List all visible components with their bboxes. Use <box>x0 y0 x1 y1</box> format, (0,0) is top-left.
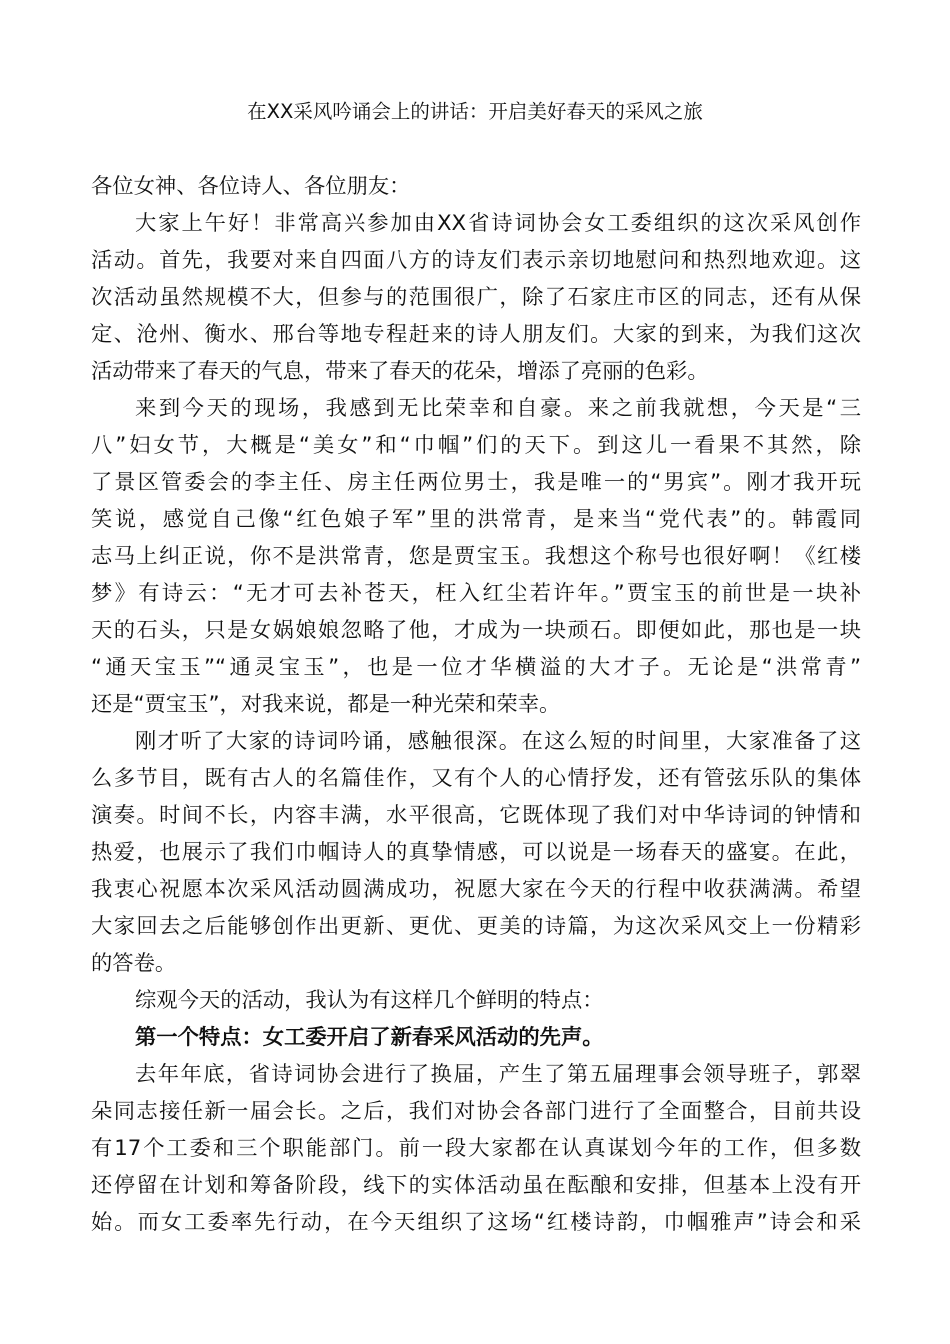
document-body <box>91 168 861 1241</box>
body-text-line: 么多节目，既有古人的名篇佳作，又有个人的心情抒发，还有管弦乐队的集体 <box>91 766 861 791</box>
body-text-line: 始。而女工委率先行动，在今天组织了这场“红楼诗韵，巾帼雅声”诗会和采 <box>91 1210 861 1235</box>
section-heading-line: 第一个特点：女工委开启了新春采风活动的先声。 <box>135 1025 604 1050</box>
body-text-line: 定、沧州、衡水、邢台等地专程赶来的诗人朋友们。大家的到来，为我们这次 <box>91 322 861 347</box>
body-text-line: 来到今天的现场，我感到无比荣幸和自豪。来之前我就想，今天是“三 <box>135 396 861 421</box>
body-text-line: 各位女神、各位诗人、各位朋友： <box>91 174 411 199</box>
body-text-line: 笑说，感觉自己像“红色娘子军”里的洪常青，是来当“党代表”的。韩霞同 <box>91 507 861 532</box>
body-text-line: 梦》有诗云：“无才可去补苍天，枉入红尘若许年。”贾宝玉的前世是一块补 <box>91 581 861 606</box>
body-text-line: 有17个工委和三个职能部门。前一段大家都在认真谋划今年的工作，但多数 <box>91 1136 861 1161</box>
body-text-line: 八”妇女节，大概是“美女”和“巾帼”们的天下。到这儿一看果不其然，除 <box>91 433 861 458</box>
body-text-line: 热爱，也展示了我们巾帼诗人的真挚情感，可以说是一场春天的盛宴。在此， <box>91 840 861 865</box>
body-text-line: 还停留在计划和筹备阶段，线下的实体活动虽在酝酿和安排，但基本上没有开 <box>91 1173 861 1198</box>
body-text-line: 次活动虽然规模不大，但参与的范围很广，除了石家庄市区的同志，还有从保 <box>91 285 861 310</box>
body-text-line: 活动带来了春天的气息，带来了春天的花朵，增添了亮丽的色彩。 <box>91 359 709 384</box>
document-title: 在XX采风吟诵会上的讲话：开启美好春天的采风之旅 <box>247 100 703 123</box>
body-text-line: “通天宝玉”“通灵宝玉”，也是一位才华横溢的大才子。无论是“洪常青” <box>91 655 861 680</box>
body-text-line: 去年年底，省诗词协会进行了换届，产生了第五届理事会领导班子，郭翠 <box>135 1062 861 1087</box>
body-text-line: 的答卷。 <box>91 951 177 976</box>
body-text-line: 大家回去之后能够创作出更新、更优、更美的诗篇，为这次采风交上一份精彩 <box>91 914 861 939</box>
body-text-line: 综观今天的活动，我认为有这样几个鲜明的特点： <box>135 988 604 1013</box>
body-text-line: 还是“贾宝玉”，对我来说，都是一种光荣和荣幸。 <box>91 692 561 717</box>
body-text-line: 大家上午好！非常高兴参加由XX省诗词协会女工委组织的这次采风创作 <box>135 211 861 236</box>
body-text-line: 刚才听了大家的诗词吟诵，感触很深。在这么短的时间里，大家准备了这 <box>135 729 861 754</box>
body-text-line: 朵同志接任新一届会长。之后，我们对协会各部门进行了全面整合，目前共设 <box>91 1099 861 1124</box>
body-text-line: 志马上纠正说，你不是洪常青，您是贾宝玉。我想这个称号也很好啊！《红楼 <box>91 544 861 569</box>
body-text-line: 演奏。时间不长，内容丰满，水平很高，它既体现了我们对中华诗词的钟情和 <box>91 803 861 828</box>
body-text-line: 了景区管委会的李主任、房主任两位男士，我是唯一的“男宾”。刚才我开玩 <box>91 470 861 495</box>
body-text-line: 天的石头，只是女娲娘娘忽略了他，才成为一块顽石。即便如此，那也是一块 <box>91 618 861 643</box>
body-text-line: 活动。首先，我要对来自四面八方的诗友们表示亲切地慰问和热烈地欢迎。这 <box>91 248 861 273</box>
body-text-line: 我衷心祝愿本次采风活动圆满成功，祝愿大家在今天的行程中收获满满。希望 <box>91 877 861 902</box>
